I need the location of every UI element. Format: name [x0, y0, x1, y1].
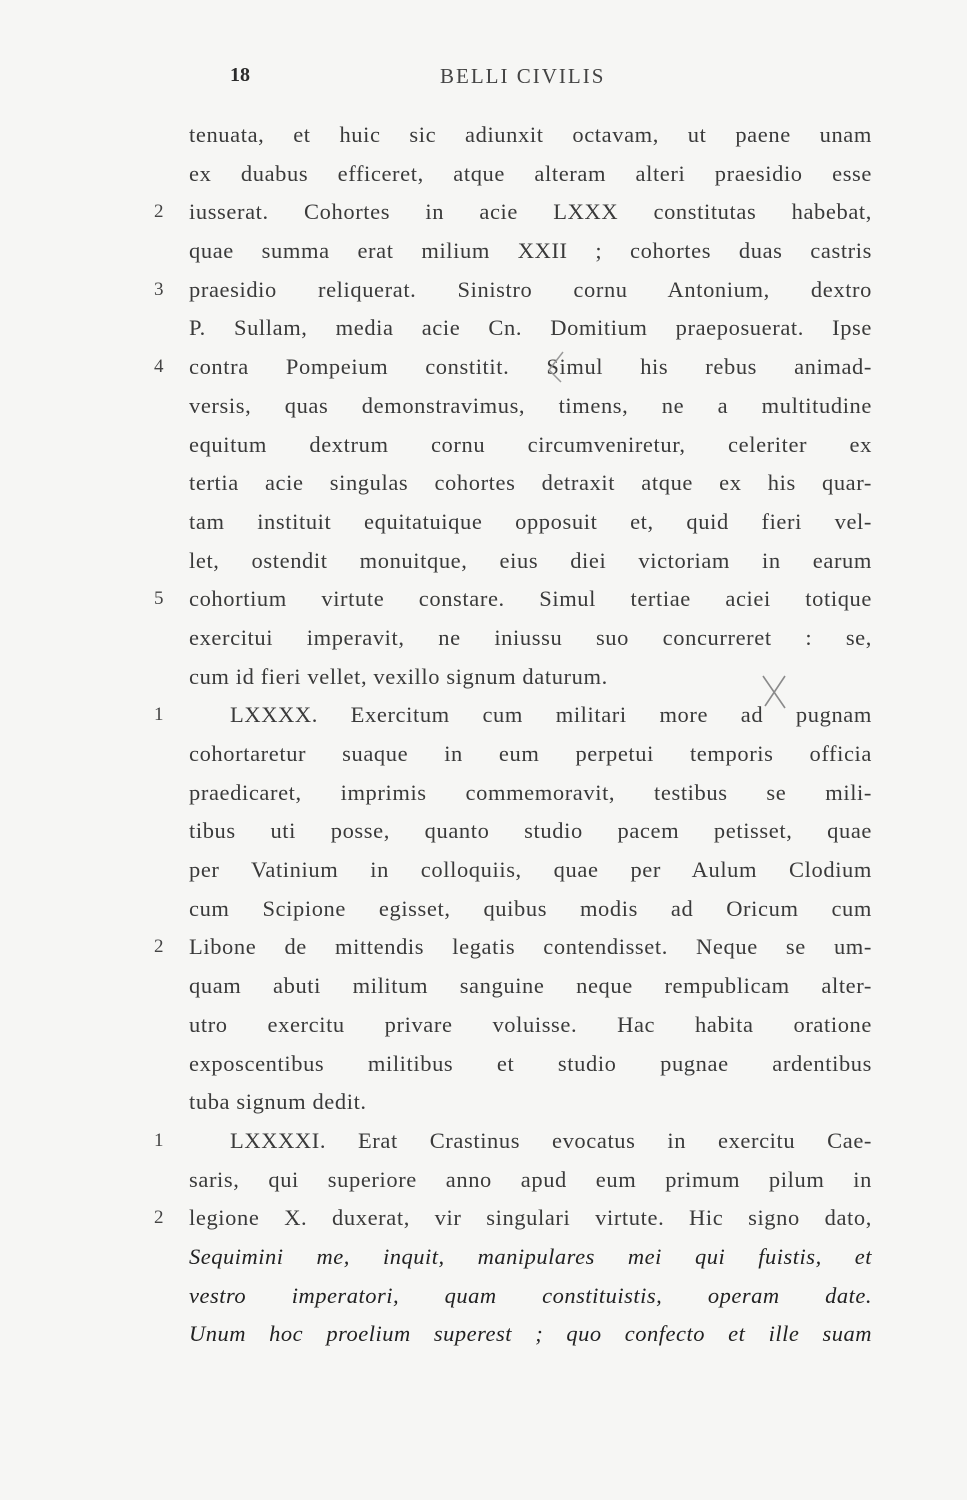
text-line: [0, 774, 967, 813]
text-line: [0, 348, 967, 387]
text-line: [0, 542, 967, 581]
line-text: praedicaret, imprimis commemoravit, testibus se mili-: [189, 779, 872, 805]
line-text: quam abuti militum sanguine neque rempublicam alter-: [189, 973, 872, 999]
line-text: iusserat. Cohortes in acie LXXX constitutas habebat,: [189, 199, 872, 225]
italic-quote-line: [0, 1277, 967, 1316]
text-line: [0, 658, 967, 697]
line-text: cum id fieri vellet, vexillo signum daturum.: [189, 663, 608, 689]
line-text: tuba signum dedit.: [189, 1089, 367, 1115]
text-line: [0, 503, 967, 542]
body-text: [0, 116, 967, 1354]
margin-section-number: 1: [154, 1129, 164, 1151]
text-line: [0, 1161, 967, 1200]
line-text: Unum hoc proelium superest ; quo confecto et ille suam: [189, 1321, 872, 1347]
margin-section-number: 2: [154, 1207, 164, 1229]
margin-section-number: 2: [154, 936, 164, 958]
line-text: utro exercitu privare voluisse. Hac habita oratione: [189, 1011, 872, 1037]
line-text: exercitui imperavit, ne iniussu suo concurreret : se,: [189, 624, 872, 650]
margin-section-number: 2: [154, 201, 164, 223]
text-line: [0, 232, 967, 271]
line-text: vestro imperatori, quam constituistis, operam date.: [189, 1282, 872, 1308]
pencil-slash-mark: [545, 350, 567, 384]
line-text: equitum dextrum cornu circumveniretur, celeriter ex: [189, 431, 872, 457]
chapter-start-line: [0, 696, 967, 735]
line-text: exposcentibus militibus et studio pugnae ardentibus: [189, 1050, 872, 1076]
text-line: [0, 193, 967, 232]
running-head: [0, 64, 967, 92]
line-text: Sequimini me, inquit, manipulares mei qui fuistis, et: [189, 1243, 872, 1269]
line-text: legione X. duxerat, vir singulari virtute. Hic signo dato,: [189, 1205, 872, 1231]
margin-section-number: 4: [154, 356, 164, 378]
line-text: let, ostendit monuitque, eius diei victoriam in earum: [189, 547, 872, 573]
text-line: [0, 309, 967, 348]
text-line: [0, 1006, 967, 1045]
text-line: [0, 619, 967, 658]
line-text: cohortium virtute constare. Simul tertiae aciei totique: [189, 586, 872, 612]
italic-quote-line: [0, 1238, 967, 1277]
line-text: per Vatinium in colloquiis, quae per Aulum Clodium: [189, 857, 872, 883]
text-line: [0, 155, 967, 194]
line-text: tertia acie singulas cohortes detraxit atque ex his quar-: [189, 470, 872, 496]
text-line: [0, 1083, 967, 1122]
text-line: [0, 735, 967, 774]
text-line: [0, 851, 967, 890]
margin-section-number: 1: [154, 704, 164, 726]
line-text: tibus uti posse, quanto studio pacem petisset, quae: [189, 818, 872, 844]
page-number: 18: [230, 64, 250, 86]
line-text: versis, quas demonstravimus, timens, ne a multitudine: [189, 392, 872, 418]
chapter-start-line: [0, 1122, 967, 1161]
text-line: [0, 580, 967, 619]
text-line: [0, 271, 967, 310]
line-text: praesidio reliquerat. Sinistro cornu Antonium, dextro: [189, 276, 872, 302]
line-text: cum Scipione egisset, quibus modis ad Oricum cum: [189, 895, 872, 921]
line-text: Libone de mittendis legatis contendisset. Neque se um-: [189, 934, 872, 960]
line-text: P. Sullam, media acie Cn. Domitium praeposuerat. Ipse: [189, 315, 872, 341]
margin-section-number: 5: [154, 588, 164, 610]
margin-section-number: 3: [154, 278, 164, 300]
text-line: [0, 928, 967, 967]
line-text: tam instituit equitatuique opposuit et, quid fieri vel-: [189, 508, 872, 534]
italic-quote-line: [0, 1315, 967, 1354]
text-line: [0, 812, 967, 851]
text-line: [0, 967, 967, 1006]
text-line: [0, 387, 967, 426]
text-line: [0, 1045, 967, 1084]
text-line: [0, 426, 967, 465]
text-line: [0, 1199, 967, 1238]
pencil-x-mark: [757, 672, 791, 712]
line-text: tenuata, et huic sic adiunxit octavam, ut paene unam: [189, 122, 872, 147]
text-line: [0, 116, 967, 155]
line-text: saris, qui superiore anno apud eum primum pilum in: [189, 1166, 872, 1192]
line-text: LXXXX. Exercitum cum militari more ad pugnam: [230, 702, 872, 728]
line-text: cohortaretur suaque in eum perpetui temporis officia: [189, 741, 872, 766]
text-line: [0, 890, 967, 929]
line-text: contra Pompeium constitit. Simul his rebus animad-: [189, 354, 872, 380]
line-text: quae summa erat milium XXII ; cohortes duas castris: [189, 238, 872, 264]
line-text: LXXXXI. Erat Crastinus evocatus in exercitu Cae-: [230, 1127, 872, 1153]
text-line: [0, 464, 967, 503]
line-text: ex duabus efficeret, atque alteram alteri praesidio esse: [189, 160, 872, 186]
running-title: BELLI CIVILIS: [440, 64, 606, 88]
